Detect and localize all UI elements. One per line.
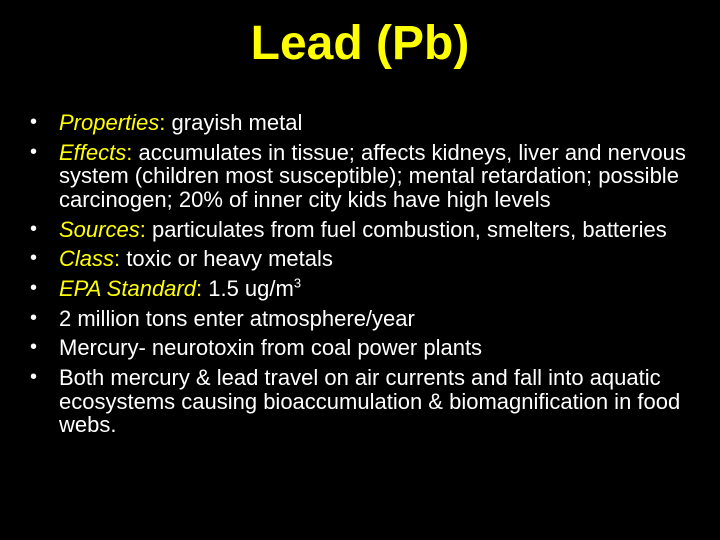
bullet-text: grayish metal (165, 110, 303, 135)
bullet-mercury (30, 336, 702, 360)
bullet-text: 2 million tons enter atmosphere/year (59, 305, 415, 331)
bullet-dot-icon: • (30, 276, 38, 299)
bullet-text: toxic or heavy metals (120, 246, 333, 272)
bullet-label: Properties (59, 110, 160, 135)
bullet-dot-icon: • (30, 217, 38, 240)
bullet-dot-icon: • (30, 365, 38, 388)
bullet-text: Mercury- neurotoxin from coal power plants (59, 335, 483, 361)
bullet-label: Class (59, 246, 115, 272)
bullet-dot-icon: • (30, 306, 38, 329)
bullet-dot-icon: • (30, 336, 38, 359)
bullet-sources: • Sources: particulates from fuel combustion, smelters, batteries (30, 216, 667, 242)
bullet-properties: • Properties: grayish metal (30, 110, 303, 135)
bullet-tons (30, 307, 702, 331)
bullet-label: Sources (59, 216, 140, 242)
bullet-text: 1.5 ug/m (202, 275, 294, 301)
bullet-text: Both mercury & lead travel on air currents and fall into aquatic ecosystems causing bioaccumulation & biomagnification in food webs. (59, 364, 681, 438)
bullet-effects: • Effects: accumulates in tissue; affects kidneys, liver and nervous system (children most susceptible); mental retardation; possible carcinogen; 20% of inner city kids have high levels (30, 139, 686, 213)
bullet-label: EPA Standard (59, 275, 196, 301)
slide-title: Lead (Pb) (250, 17, 470, 70)
bullet-text: particulates from fuel combustion, smelters, batteries (145, 216, 667, 242)
bullet-dot-icon: • (30, 247, 38, 270)
bullet-dot-icon: • (30, 140, 38, 163)
bullet-epa-standard: • EPA Standard: 1.5 $ug/m^3$ (30, 275, 302, 301)
bullet-class: • Class: toxic or heavy metals (30, 246, 333, 272)
bullet-label: Effects (59, 139, 127, 165)
bullet-list (30, 111, 702, 443)
superscript: 3 (293, 275, 302, 291)
bullet-text: accumulates in tissue; affects kidneys, liver and nervous system (children most susceptible); mental retardation; possible carcinogen; 20% of inner city kids have high levels (59, 139, 686, 213)
bullet-bioaccumulation (30, 366, 702, 437)
bullet-dot-icon: • (30, 111, 38, 133)
